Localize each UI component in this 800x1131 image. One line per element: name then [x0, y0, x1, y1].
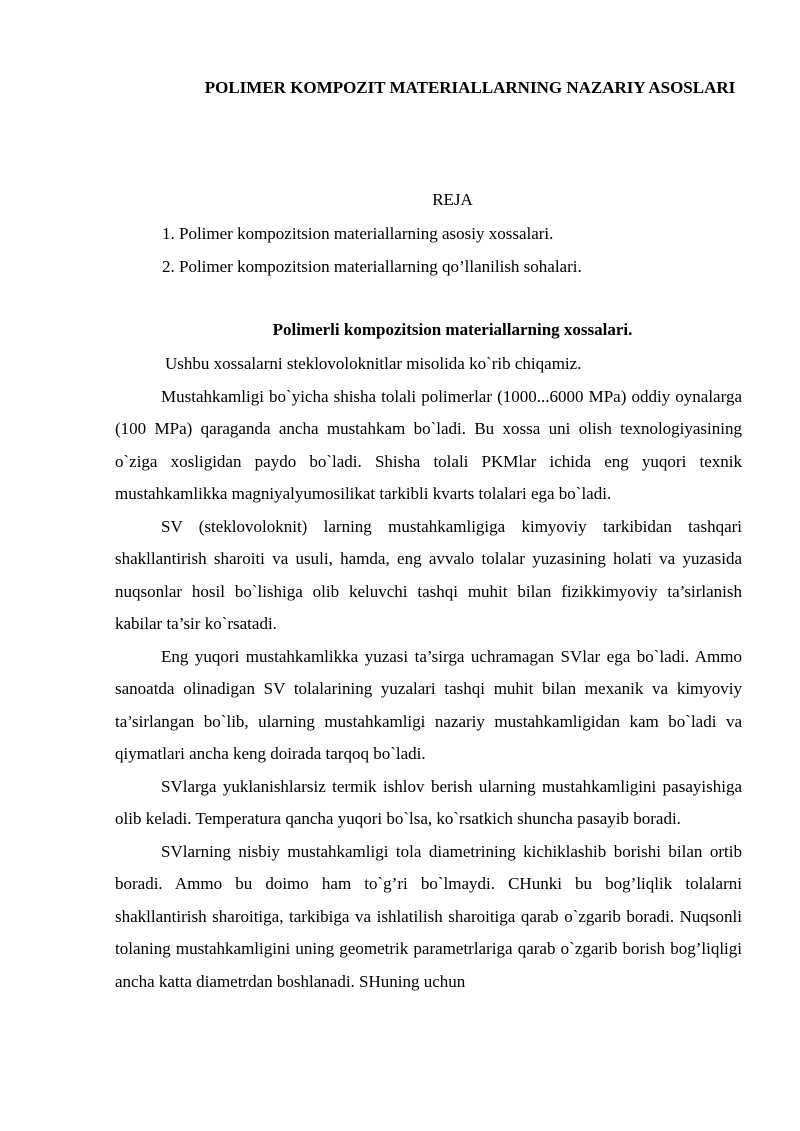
- document-title: POLIMER KOMPOZIT MATERIALLARNING NAZARIY ASOSLARI: [204, 78, 736, 97]
- paragraph-5: SVlarga yuklanishlarsiz termik ishlov berish ularning mustahkamligini pasayishiga olib keladi. Temperatura qancha yuqori bo`lsa, ko`rsatkich shuncha pasayib boradi.: [115, 776, 742, 828]
- paragraph-3: SV (steklovoloknit) larning mustahkamligiga kimyoviy tarkibidan tashqari shakllantirish sharoiti va usuli, hamda, eng avvalo tolalar yuzasining holati va yuzasida nuqsonlar hosil bo`lishiga olib keluvchi tashqi muhit bilan fizikkimyoviy ta’sirlanish kabilar ta’sir ko`rsatadi.: [115, 516, 742, 633]
- paragraph-4: Eng yuqori mustahkamlikka yuzasi ta’sirga uchramagan SVlar ega bo`ladi. Ammo sanoatda olinadigan SV tolalarining yuzalari tashqi muhit bilan mexanik va kimyoviy ta’sirlangan bo`lib, ularning mustahkamligi nazariy mustahkamligidan kam bo`ladi va qiymatlari ancha keng doirada tarqoq bo`ladi.: [115, 646, 742, 763]
- paragraph-2: Mustahkamligi bo`yicha shisha tolali polimerlar (1000...6000 MPa) oddiy oynalarga (100 MPa) qaraganda ancha mustahkam bo`ladi. Bu xossa uni olish texnologiyasining o`ziga xosligidan paydo bo`ladi. Shisha tolali PKMlar ichida eng yuqori texnik mustahkamlikka magniyalyumosilikat tarkibli kvarts tolalari ega bo`ladi.: [115, 386, 742, 503]
- paragraph-1: Ushbu xossalarni steklovoloknitlar misolida ko`rib chiqamiz.: [165, 354, 582, 373]
- body-text: [115, 348, 742, 998]
- plan-item-2: 2. Polimer kompozitsion materiallarning qo’llanilish sohalari.: [162, 257, 582, 276]
- paragraph-6: SVlarning nisbiy mustahkamligi tola diametrining kichiklashib borishi bilan ortib boradi. Ammo bu doimo ham to`g’ri bo`lmaydi. CHunki bu bog’liqlik tolalarni shakllantirish sharoitiga, tarkibiga va ishlatilish sharoitiga qarab o`zgarib boradi. Nuqsonli tolaning mustahkamligini uning geometrik parametrlariga qarab o`zgarib borish bog’liqligi ancha katta diametrdan boshlanadi. SHuning uchun: [115, 841, 742, 991]
- section-heading: Polimerli kompozitsion materiallarning xossalari.: [272, 320, 633, 339]
- plan-heading: REJA: [432, 190, 473, 209]
- plan-item-1: 1. Polimer kompozitsion materiallarning asosiy xossalari.: [162, 224, 554, 243]
